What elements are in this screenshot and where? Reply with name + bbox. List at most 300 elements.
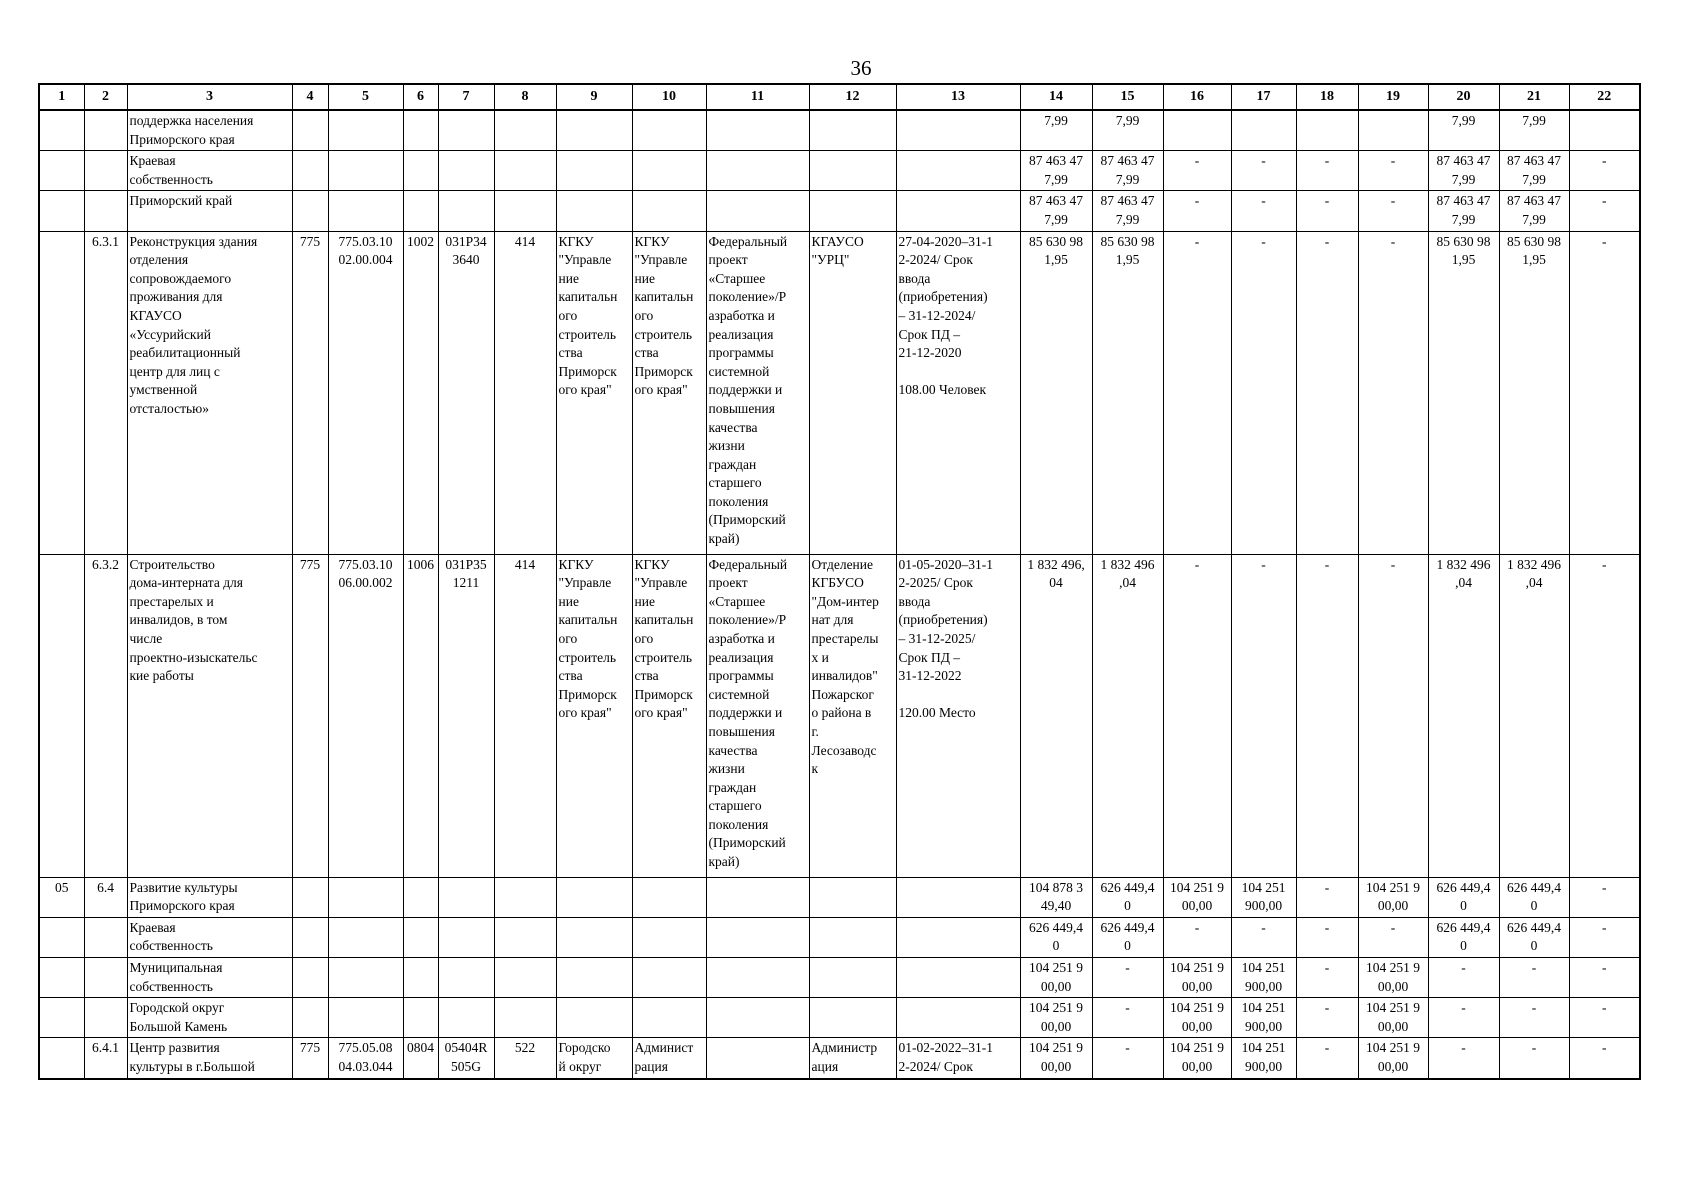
table-cell xyxy=(896,877,1020,917)
cell-line: культуры в г.Большой xyxy=(129,1058,255,1074)
cell-line: - xyxy=(1125,1040,1130,1056)
page-number: 36 xyxy=(850,56,872,80)
cell-line: - xyxy=(1324,233,1330,249)
cell-line: 0 xyxy=(1460,898,1467,914)
table-row xyxy=(39,998,1640,1038)
cell-line: - xyxy=(1602,193,1607,209)
table-cell xyxy=(1092,998,1163,1038)
table-cell xyxy=(1569,998,1640,1038)
table-cell xyxy=(1020,877,1092,917)
cell-line: 626 449,4 xyxy=(1100,919,1155,935)
cell-line: - xyxy=(1194,193,1200,209)
cell-line: Приморский край xyxy=(129,193,233,209)
table-cell xyxy=(39,877,84,917)
cell-line: 900,00 xyxy=(1244,1058,1283,1074)
column-header: 18 xyxy=(1296,84,1358,110)
table-cell xyxy=(1358,554,1428,877)
cell-line: 775 xyxy=(299,556,321,572)
column-header: 17 xyxy=(1231,84,1296,110)
table-cell xyxy=(706,957,809,997)
table-cell xyxy=(328,998,403,1038)
table-cell xyxy=(39,191,84,231)
cell-line: поддержки и xyxy=(708,382,783,398)
cell-line: 0 xyxy=(1460,938,1467,954)
cell-line: проживания для xyxy=(129,289,223,305)
table-cell xyxy=(292,191,328,231)
cell-line: 02.00.004 xyxy=(338,252,393,268)
table-cell xyxy=(84,998,127,1038)
cell-line: - xyxy=(1390,556,1396,572)
cell-line: - xyxy=(1461,1040,1466,1056)
cell-line: 7,99 xyxy=(1044,171,1068,187)
cell-line: - xyxy=(1461,1000,1466,1016)
cell-line: Краевая xyxy=(129,153,176,169)
cell-line: г. xyxy=(811,723,819,739)
table-cell xyxy=(1358,151,1428,191)
cell-line: реализация xyxy=(708,326,774,342)
table-cell xyxy=(706,110,809,151)
cell-line: 104 878 3 xyxy=(1029,879,1083,895)
cell-line: 1211 xyxy=(452,575,480,591)
table-cell xyxy=(1231,1038,1296,1079)
table-cell xyxy=(1092,191,1163,231)
table-cell xyxy=(127,151,292,191)
table-cell xyxy=(632,957,706,997)
cell-line: сопровождаемого xyxy=(129,270,232,286)
cell-line: 06.00.002 xyxy=(338,575,393,591)
cell-line: старшего xyxy=(708,475,762,491)
table-cell xyxy=(1163,231,1231,554)
cell-line: ого края" xyxy=(634,382,688,398)
table-cell xyxy=(328,917,403,957)
cell-line: Приморского края xyxy=(129,131,235,147)
table-cell xyxy=(438,110,494,151)
cell-line: - xyxy=(1602,1040,1607,1056)
cell-line: 00,00 xyxy=(1377,1058,1409,1074)
cell-line: поколения xyxy=(708,816,769,832)
cell-line: 31-12-2022 xyxy=(898,668,962,684)
cell-line: КГКУ xyxy=(558,556,594,572)
cell-line: жизни xyxy=(708,761,745,777)
table-cell xyxy=(1020,231,1092,554)
cell-line: Срок ПД – xyxy=(898,326,961,342)
table-cell xyxy=(292,877,328,917)
table-cell xyxy=(1020,917,1092,957)
table-cell xyxy=(494,957,556,997)
table-cell xyxy=(896,1038,1020,1079)
cell-line: поколение»/Р xyxy=(708,289,787,305)
table-cell xyxy=(706,998,809,1038)
cell-line: ого xyxy=(558,630,578,646)
cell-line: 031P34 xyxy=(445,233,487,249)
table-row xyxy=(39,191,1640,231)
table-cell xyxy=(809,917,896,957)
cell-line: (Приморский xyxy=(708,835,786,851)
column-header: 22 xyxy=(1569,84,1640,110)
cell-line: КГБУСО xyxy=(811,575,864,591)
table-cell xyxy=(1569,957,1640,997)
cell-line: ,04 xyxy=(1119,575,1136,591)
table-cell xyxy=(328,957,403,997)
cell-line: край) xyxy=(708,854,740,870)
cell-line: 7,99 xyxy=(1522,211,1546,227)
table-cell xyxy=(39,554,84,877)
table-cell xyxy=(127,917,292,957)
cell-line: - xyxy=(1324,1040,1330,1056)
table-cell xyxy=(494,231,556,554)
table-cell xyxy=(494,917,556,957)
cell-line: 6.3.2 xyxy=(92,556,119,572)
cell-line: 87 463 47 xyxy=(1029,193,1083,209)
table-cell xyxy=(403,917,438,957)
table-cell xyxy=(1569,110,1640,151)
cell-line: 00,00 xyxy=(1181,978,1213,994)
cell-line: граждан xyxy=(708,456,757,472)
cell-line: 104 251 9 xyxy=(1366,1040,1420,1056)
table-cell xyxy=(1231,877,1296,917)
cell-line: 7,99 xyxy=(1115,171,1140,187)
cell-line: 6.3.1 xyxy=(92,233,119,249)
table-cell xyxy=(328,1038,403,1079)
cell-line: - xyxy=(1125,959,1130,975)
cell-line: 900,00 xyxy=(1244,898,1283,914)
cell-line: 104 251 9 xyxy=(1170,1000,1224,1016)
cell-line: КГКУ xyxy=(634,233,670,249)
table-cell xyxy=(632,554,706,877)
table-cell xyxy=(1358,877,1428,917)
table-cell xyxy=(494,998,556,1038)
cell-line: к xyxy=(811,761,819,777)
cell-line: 05404R xyxy=(444,1040,488,1056)
cell-line: поддержка населения xyxy=(129,113,254,128)
cell-line: - xyxy=(1324,556,1330,572)
table-cell xyxy=(328,554,403,877)
table-cell xyxy=(706,877,809,917)
cell-line: 7,99 xyxy=(1044,113,1068,128)
table-cell xyxy=(494,1038,556,1079)
cell-line: 414 xyxy=(514,233,536,249)
cell-line: 120.00 Место xyxy=(898,705,976,721)
table-cell xyxy=(1296,554,1358,877)
table-cell xyxy=(1358,110,1428,151)
table-cell xyxy=(1296,957,1358,997)
cell-line: качества xyxy=(708,742,758,758)
cell-line: ние xyxy=(634,593,655,609)
cell-line: 2-2025/ Срок xyxy=(898,575,973,591)
cell-line: жизни xyxy=(708,438,745,454)
cell-line: - xyxy=(1261,193,1266,209)
table-cell xyxy=(1231,110,1296,151)
cell-line: проект xyxy=(708,575,748,591)
cell-line: программы xyxy=(708,345,774,361)
table-cell xyxy=(556,998,632,1038)
cell-line: "Дом-интер xyxy=(811,593,879,609)
table-cell xyxy=(896,110,1020,151)
column-header: 10 xyxy=(632,84,706,110)
cell-line: 626 449,4 xyxy=(1436,919,1491,935)
table-cell xyxy=(556,231,632,554)
table-cell xyxy=(1020,1038,1092,1079)
table-cell xyxy=(494,877,556,917)
cell-line: инвалидов, в том xyxy=(129,612,228,628)
cell-line: 1,95 xyxy=(1451,252,1476,268)
cell-line: 775.05.08 xyxy=(338,1040,393,1056)
cell-line: край) xyxy=(708,531,740,547)
cell-line: 626 449,4 xyxy=(1029,919,1083,935)
column-header: 2 xyxy=(84,84,127,110)
cell-line xyxy=(899,686,1018,705)
cell-line: собственность xyxy=(129,938,213,954)
table-cell xyxy=(632,110,706,151)
cell-line: - xyxy=(1324,153,1330,169)
cell-line: отсталостью» xyxy=(129,400,210,416)
table-cell xyxy=(1296,110,1358,151)
table-cell xyxy=(494,554,556,877)
table-cell xyxy=(1092,110,1163,151)
cell-line: программы xyxy=(708,668,774,684)
table-cell xyxy=(1569,554,1640,877)
table-cell xyxy=(809,151,896,191)
cell-line: нат для xyxy=(811,612,854,628)
cell-line: качества xyxy=(708,419,758,435)
header-row xyxy=(39,84,1640,110)
table-cell xyxy=(1569,191,1640,231)
cell-line: 414 xyxy=(514,556,536,572)
table-cell xyxy=(1499,231,1569,554)
cell-line: 104 251 9 xyxy=(1029,959,1083,975)
cell-line: старшего xyxy=(708,798,762,814)
table-cell xyxy=(292,554,328,877)
table-row xyxy=(39,151,1640,191)
cell-line: (Приморский xyxy=(708,512,786,528)
cell-line: «Старшее xyxy=(708,593,766,609)
cell-line: системной xyxy=(708,686,770,702)
cell-line: капитальн xyxy=(634,612,694,628)
table-cell xyxy=(438,191,494,231)
cell-line: 900,00 xyxy=(1244,1018,1283,1034)
table-cell xyxy=(706,917,809,957)
table-cell xyxy=(1296,231,1358,554)
cell-line: КГАУСО xyxy=(811,233,864,249)
table-cell xyxy=(494,191,556,231)
table-cell xyxy=(403,1038,438,1079)
table-cell xyxy=(1428,917,1499,957)
cell-line: 85 630 98 xyxy=(1436,233,1491,249)
cell-line: 1 832 496, xyxy=(1027,556,1085,572)
cell-line: числе xyxy=(129,630,163,646)
table-cell xyxy=(1428,1038,1499,1079)
cell-line: - xyxy=(1602,556,1607,572)
cell-line: азработка и xyxy=(708,630,775,646)
cell-line: собственность xyxy=(129,171,213,187)
table-cell xyxy=(1358,231,1428,554)
cell-line: строитель xyxy=(558,326,617,342)
cell-line: 00,00 xyxy=(1181,898,1213,914)
table-cell xyxy=(896,957,1020,997)
table-cell xyxy=(809,191,896,231)
cell-line: 01-05-2020–31-1 xyxy=(898,556,993,572)
cell-line: строитель xyxy=(558,649,617,665)
table-cell xyxy=(1428,151,1499,191)
cell-line: 87 463 47 xyxy=(1029,153,1083,169)
cell-line: 104 251 9 xyxy=(1366,1000,1420,1016)
table-cell xyxy=(328,151,403,191)
table-cell xyxy=(1163,877,1231,917)
table-cell xyxy=(1296,151,1358,191)
column-header: 12 xyxy=(809,84,896,110)
cell-line: Пожарског xyxy=(811,686,874,702)
table-cell xyxy=(556,554,632,877)
table-cell xyxy=(1358,917,1428,957)
cell-line: - xyxy=(1194,556,1200,572)
cell-line: ние xyxy=(634,270,655,286)
cell-line: поколения xyxy=(708,493,769,509)
table-cell xyxy=(438,917,494,957)
cell-line: - xyxy=(1324,919,1330,935)
table-cell xyxy=(1231,151,1296,191)
cell-line: – 31-12-2025/ xyxy=(898,630,976,646)
cell-line: х и xyxy=(811,649,829,665)
column-header: 6 xyxy=(403,84,438,110)
table-cell xyxy=(706,554,809,877)
table-cell xyxy=(494,151,556,191)
cell-line: 104 251 9 xyxy=(1366,879,1420,895)
cell-line: «Уссурийский xyxy=(129,326,211,342)
cell-line: 05 xyxy=(55,879,69,895)
table-cell xyxy=(1231,554,1296,877)
table-cell xyxy=(1358,957,1428,997)
table-cell xyxy=(809,1038,896,1079)
cell-line: 775 xyxy=(299,233,321,249)
table-cell xyxy=(1163,1038,1231,1079)
table-cell xyxy=(632,191,706,231)
table-cell xyxy=(1020,998,1092,1038)
table-cell xyxy=(84,231,127,554)
table-cell xyxy=(127,1038,292,1079)
table-cell xyxy=(1163,191,1231,231)
column-header: 13 xyxy=(896,84,1020,110)
cell-line: - xyxy=(1531,959,1537,975)
table-row xyxy=(39,231,1640,554)
cell-line: ого xyxy=(634,307,654,323)
cell-line: - xyxy=(1602,919,1607,935)
table-row xyxy=(39,1038,1640,1079)
table-cell xyxy=(1020,191,1092,231)
cell-line: 3640 xyxy=(452,252,480,268)
cell-line: престарелых и xyxy=(129,593,214,609)
table-cell xyxy=(706,191,809,231)
cell-line: повышения xyxy=(708,400,775,416)
cell-line: 775.03.10 xyxy=(338,233,393,249)
cell-line: - xyxy=(1390,153,1396,169)
table-cell xyxy=(1569,1038,1640,1079)
cell-line: 104 251 9 xyxy=(1029,1040,1083,1056)
cell-line: о района в xyxy=(811,705,872,721)
table-cell xyxy=(1163,998,1231,1038)
cell-line: ого края" xyxy=(558,705,612,721)
table-cell xyxy=(556,110,632,151)
table-cell xyxy=(403,110,438,151)
cell-line: ние xyxy=(558,270,579,286)
table-cell xyxy=(84,1038,127,1079)
cell-line: ,04 xyxy=(1525,575,1543,591)
table-cell xyxy=(1569,917,1640,957)
cell-line xyxy=(899,363,1018,382)
table-cell xyxy=(556,151,632,191)
table-cell xyxy=(438,151,494,191)
table-cell xyxy=(1358,998,1428,1038)
cell-line: - xyxy=(1390,193,1396,209)
cell-line: поддержки и xyxy=(708,705,783,721)
cell-line: 6.4.1 xyxy=(92,1040,119,1056)
table-cell xyxy=(1428,554,1499,877)
cell-line: - xyxy=(1324,193,1330,209)
cell-line: ого края" xyxy=(634,705,688,721)
table-cell xyxy=(1231,998,1296,1038)
cell-line: 00,00 xyxy=(1377,978,1409,994)
table-cell xyxy=(84,877,127,917)
cell-line: системной xyxy=(708,363,770,379)
cell-line: 87 463 47 xyxy=(1507,193,1561,209)
cell-line: Развитие культуры xyxy=(129,879,238,895)
cell-line: 00,00 xyxy=(1377,898,1409,914)
data-table xyxy=(38,83,1641,1080)
table-cell xyxy=(403,191,438,231)
table-cell xyxy=(1092,554,1163,877)
table-cell xyxy=(896,231,1020,554)
cell-line: 0 xyxy=(1124,938,1131,954)
table-cell xyxy=(39,110,84,151)
cell-line: 104 251 xyxy=(1241,1040,1286,1056)
cell-line: 1 832 496 xyxy=(1507,556,1561,572)
table-cell xyxy=(1499,1038,1569,1079)
cell-line: 505G xyxy=(451,1058,481,1074)
cell-line: Приморск xyxy=(558,363,617,379)
column-header: 16 xyxy=(1163,84,1231,110)
table-cell xyxy=(1296,917,1358,957)
cell-line: 00,00 xyxy=(1040,978,1072,994)
cell-line: 7,99 xyxy=(1451,211,1476,227)
table-cell xyxy=(1092,1038,1163,1079)
cell-line: 0 xyxy=(1530,938,1538,954)
cell-line: - xyxy=(1194,233,1200,249)
cell-line: 0804 xyxy=(407,1040,434,1056)
cell-line: 87 463 47 xyxy=(1100,153,1155,169)
cell-line: повышения xyxy=(708,723,775,739)
cell-line: Реконструкция здания xyxy=(129,233,258,249)
cell-line: (приобретения) xyxy=(898,289,988,305)
cell-line: ,04 xyxy=(1455,575,1472,591)
cell-line: реабилитационный xyxy=(129,345,241,361)
column-header: 19 xyxy=(1358,84,1428,110)
table-cell xyxy=(328,110,403,151)
table-cell xyxy=(403,554,438,877)
cell-line: - xyxy=(1261,153,1266,169)
cell-line: 6.4 xyxy=(97,879,114,895)
table-cell xyxy=(328,877,403,917)
column-header: 5 xyxy=(328,84,403,110)
table-cell xyxy=(896,151,1020,191)
cell-line: 01-02-2022–31-1 xyxy=(898,1040,993,1056)
cell-line: строитель xyxy=(634,326,693,342)
table-cell xyxy=(1428,191,1499,231)
table-cell xyxy=(1499,917,1569,957)
cell-line: - xyxy=(1461,959,1466,975)
cell-line: реализация xyxy=(708,649,774,665)
cell-line: 104 251 9 xyxy=(1170,879,1224,895)
table-cell xyxy=(1428,957,1499,997)
table-cell xyxy=(438,998,494,1038)
